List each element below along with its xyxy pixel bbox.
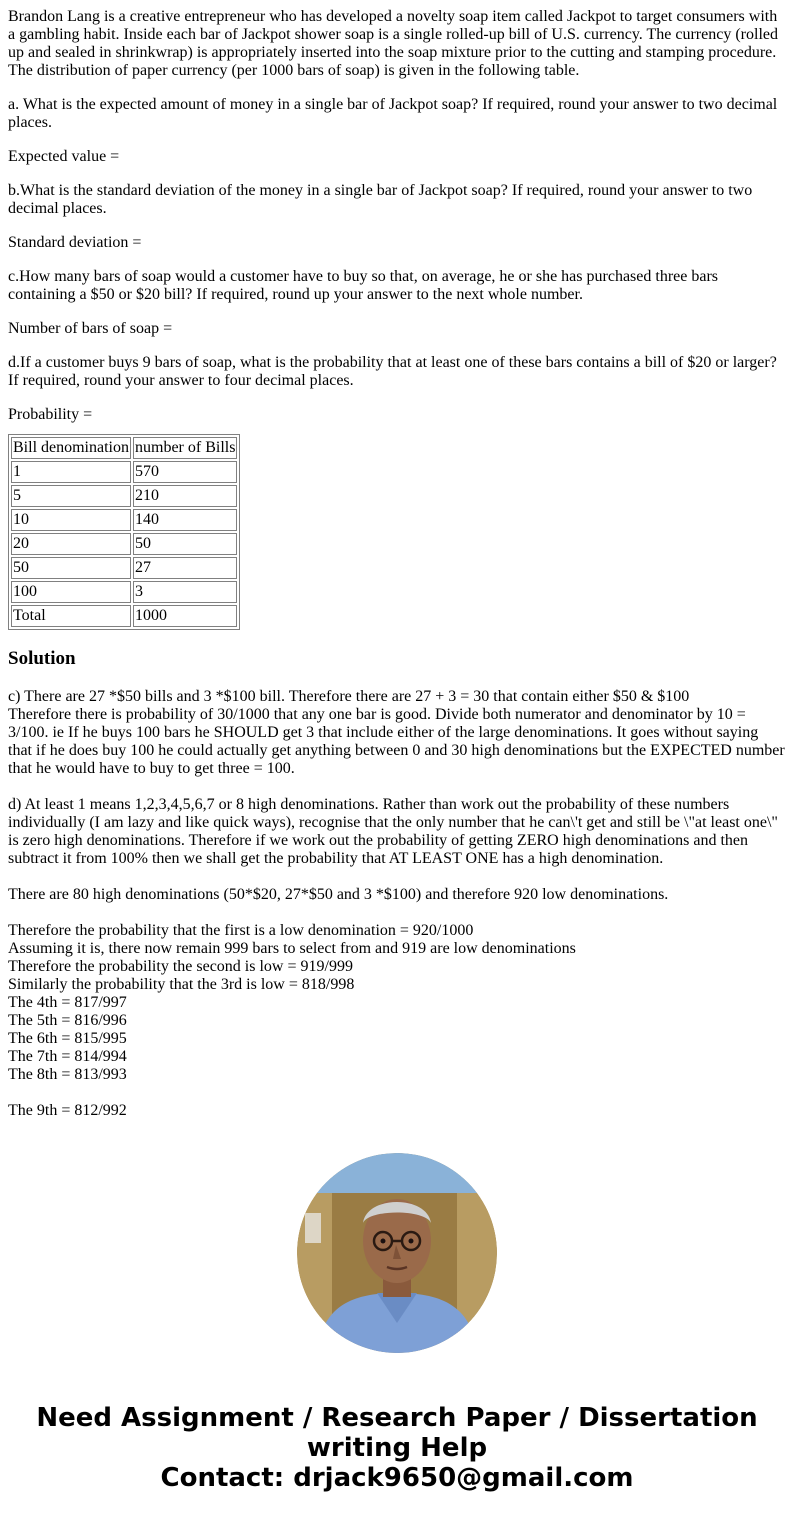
help-banner (0, 1403, 794, 1493)
solution-probability-steps (8, 922, 786, 1084)
table-cell: 1000 (133, 605, 237, 627)
table-cell: 210 (133, 485, 237, 507)
question-c: c.How many bars of soap would a customer have to buy so that, on average, he or she has purchased three bars containing a $50 or $20 bill? If required, round up your answer to the next whole number. (8, 268, 718, 303)
table-cell: 10 (11, 509, 131, 531)
table-row (11, 461, 237, 483)
solution-line: Therefore the probability the second is low = 919/999 (8, 958, 353, 975)
question-d: d.If a customer buys 9 bars of soap, what is the probability that at least one of these bars contains a bill of $20 or larger? If required, round your answer to four decimal places. (8, 354, 777, 389)
table-cell: 50 (11, 557, 131, 579)
solution-line: The 4th = 817/997 (8, 994, 127, 1011)
author-avatar (297, 1153, 497, 1353)
table-cell: 50 (133, 533, 237, 555)
question-b: b.What is the standard deviation of the money in a single bar of Jackpot soap? If required, round your answer to two decimal places. (8, 182, 753, 217)
table-row (11, 509, 237, 531)
solution-body (8, 688, 786, 1120)
answer-a-label: Expected value = (8, 148, 120, 165)
solution-part-d: d) At least 1 means 1,2,3,4,5,6,7 or 8 high denominations. Rather than work out the probability of these numbers individually (I am lazy and like quick ways), recognise that the only number that he can\'t get and still be \"at least one\" is zero high denominations. Therefore if we work out the probability of getting ZERO high denominations and then subtract it from 100% then we shall get the probability that AT LEAST ONE has a high denomination. (8, 796, 778, 867)
solution-line: The 6th = 815/995 (8, 1030, 127, 1047)
solution-line: The 8th = 813/993 (8, 1066, 127, 1083)
table-cell: 20 (11, 533, 131, 555)
avatar-portrait-image (297, 1153, 497, 1353)
help-banner-line: Need Assignment / Research Paper / Dissertation (36, 1403, 758, 1433)
question-block (8, 8, 786, 424)
table-row (11, 485, 237, 507)
solution-part-c (8, 688, 786, 778)
question-a: a. What is the expected amount of money in a single bar of Jackpot soap? If required, round your answer to two decimal places. (8, 96, 778, 131)
table-row (11, 533, 237, 555)
table-cell: 570 (133, 461, 237, 483)
help-banner-line: writing Help (306, 1433, 488, 1463)
answer-c-label: Number of bars of soap = (8, 320, 173, 337)
table-cell: 1 (11, 461, 131, 483)
table-cell: 3 (133, 581, 237, 603)
solution-line: The 5th = 816/996 (8, 1012, 127, 1029)
table-cell: 5 (11, 485, 131, 507)
solution-last-line: The 9th = 812/992 (8, 1102, 127, 1119)
table-cell: Total (11, 605, 131, 627)
table-cell: 100 (11, 581, 131, 603)
solution-heading: Solution (8, 648, 76, 669)
solution-high-denominations: There are 80 high denominations (50*$20, 27*$50 and 3 *$100) and therefore 920 low denominations. (8, 886, 669, 903)
solution-line: Therefore there is probability of 30/1000 that any one bar is good. Divide both numerator and denominator by 10 = 3/100. ie If he buys 100 bars he SHOULD get 3 that include either of the large denominations. It goes without saying that if he does buy 100 he could actually get anything between 0 and 30 high denominations but the EXPECTED number that he would have to buy to get three = 100. (8, 706, 785, 777)
answer-b-label: Standard deviation = (8, 234, 142, 251)
table-row (11, 557, 237, 579)
table-cell: 140 (133, 509, 237, 531)
table-header-cell: number of Bills (133, 437, 237, 459)
solution-line: Therefore the probability that the first is a low denomination = 920/1000 (8, 922, 474, 939)
question-intro: Brandon Lang is a creative entrepreneur who has developed a novelty soap item called Jackpot to target consumers with a gambling habit. Inside each bar of Jackpot shower soap is a single rolled-up bill of U.S. currency. The currency (rolled up and sealed in shrinkwrap) is appropriately inserted into the soap mixture prior to the cutting and stamping procedure. The distribution of paper currency (per 1000 bars of soap) is given in the following table. (8, 8, 778, 79)
contact-email: Contact: drjack9650@gmail.com (160, 1463, 634, 1493)
table-cell: 27 (133, 557, 237, 579)
solution-line: c) There are 27 *$50 bills and 3 *$100 bill. Therefore there are 27 + 3 = 30 that contain either $50 & $100 (8, 688, 690, 705)
solution-line: Similarly the probability that the 3rd is low = 818/998 (8, 976, 355, 993)
answer-d-label: Probability = (8, 406, 93, 423)
bill-distribution-table (8, 434, 240, 630)
solution-line: The 7th = 814/994 (8, 1048, 127, 1065)
table-row (11, 605, 237, 627)
table-header-cell: Bill denomination (11, 437, 131, 459)
solution-line: Assuming it is, there now remain 999 bars to select from and 919 are low denominations (8, 940, 576, 957)
table-row (11, 581, 237, 603)
table-header-row (11, 437, 237, 459)
